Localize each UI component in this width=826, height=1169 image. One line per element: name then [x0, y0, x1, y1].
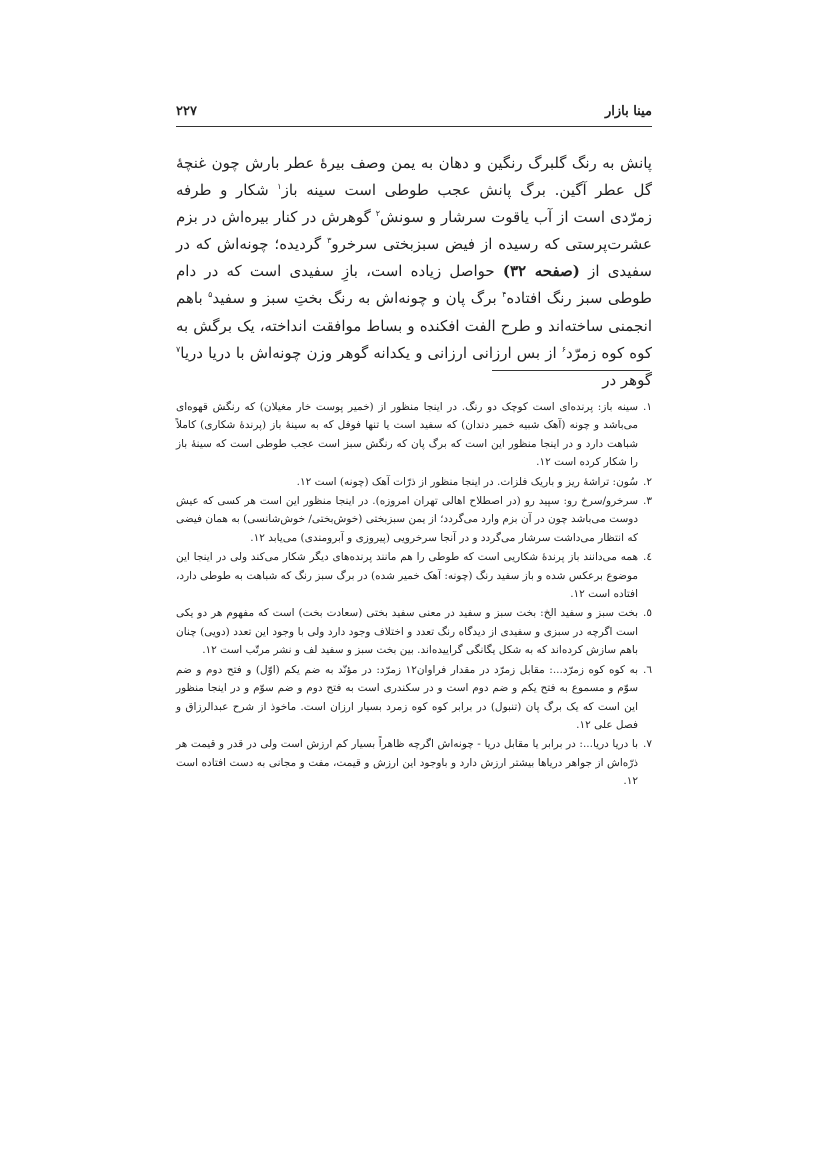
footnote-ref[interactable]: ۴ — [502, 290, 507, 300]
footnote-separator — [492, 370, 650, 371]
page-header — [176, 104, 652, 127]
footnote-ref[interactable]: ۶ — [561, 344, 567, 354]
footnote-number: ٦. — [643, 663, 652, 676]
text-segment: شکار و طرفه زمرّدی است از آب یاقوت سرشار و سونش — [176, 181, 652, 227]
footnote-text: به کوه کوه زمرّد...: مقابل زمرّد در مقدار فراوان۱۲ زمرّد: در مؤنّد به ضم یکم (اوّل) و فتح دوم و ضم سوّم و مسموع به فتح یکم و ضم دوم است و در سکندری است به فتح دوم و ضم سوّم و در اینجا منظور این است که یک برگ پان (تنبول) در برابر کوه کوه زمرد بسیار ارزان است. ماخوذ از شرح عبدالرزاق و فصل علی ۱۲. — [176, 663, 638, 731]
footnote-ref[interactable]: ۷ — [176, 344, 181, 354]
page-number: ۲۲۷ — [176, 104, 197, 119]
text-segment: گوهر در — [602, 370, 652, 389]
footnote-text: سرخرو/سرخ رو: سپید رو (در اصطلاح اهالی تهران امروزه). در اینجا منظور این است هر کسی که عیش دوست می‌باشد چون در آن بزم وارد می‌گردد؛ از یمن سبزبختی (خوش‌بختی/ خوش‌شانسی) به همان فیضی که انتظار می‌داشت سرشار می‌گردد و در آنجا سرخرویی (پیروزی و آبرومندی) می‌یابد ۱۲. — [176, 495, 638, 544]
footnote — [176, 735, 652, 790]
footnote-text: سُون: تراشهٔ ریز و باریک فلزات. در اینجا منظور از ذرّات آهک (چونه) است ۱۲. — [296, 475, 638, 488]
footnote — [176, 661, 652, 735]
text-segment: گوهرش در کنار بیره‌اش در بزم عشرت‌پرستی که رسیده از فیض سبزبختی سرخرو — [176, 208, 652, 254]
text-segment: حواصل زیاده است، بازِ سفیدی است که در دام طوطی سبز رنگ افتاده — [176, 262, 652, 308]
running-title: مینا بازار — [604, 104, 652, 119]
footnote-number: ۱. — [643, 401, 652, 413]
text-segment: گردیده؛ چونه‌اش که در سفیدی از — [176, 235, 652, 281]
footnote-ref[interactable]: ۳ — [327, 236, 332, 246]
text-segment: از بس ارزانی ارزانی و یکدانه گوهر وزن چونه‌اش با دریا دریا — [180, 343, 562, 362]
main-text — [176, 150, 652, 394]
footnote-number: ٤. — [643, 551, 652, 564]
footnote-number: ٥. — [643, 607, 652, 620]
footnote — [176, 492, 652, 547]
footnote-ref[interactable]: ۱ — [277, 182, 282, 192]
footnote-ref[interactable]: ۵ — [208, 290, 213, 300]
footnote-text: با دریا دریا...: در برابر یا مقابل دریا - چونه‌اش اگرچه ظاهراً بسیار کم ارزش است ولی در قدر و قیمت هر ذرّه‌اش از جواهر دریاها بیشتر ارزش دارد و باوجود این ارزش و قیمت، مفت و مجانی به دست افتاده است ۱۲. — [176, 738, 638, 788]
page-marker: (صفحه ۳۲) — [502, 262, 580, 281]
footnote — [176, 604, 652, 659]
footnote-ref[interactable]: ۲ — [375, 209, 381, 219]
footnote — [176, 398, 652, 472]
footnote-number: ۷. — [643, 738, 652, 751]
footnote-number: ۲. — [643, 475, 652, 488]
text-segment: پانش به رنگ گلبرگ رنگین و دهان به یمن وصف بیرهٔ عطر بارش چون غنچهٔ گل عطر آگین. برگ پانش عجب طوطی است سینه باز — [176, 154, 652, 200]
text-segment: برگ پان و چونه‌اش به رنگ بختِ سبز و سفید — [212, 289, 503, 308]
footnote-number: ۳. — [643, 495, 652, 508]
footnote — [176, 473, 652, 491]
footnote — [176, 548, 652, 603]
footnote-text: بخت سبز و سفید الخ: بخت سبز و سفید در معنی سفید بختی (سعادت بخت) است که مفهوم هر دو یکی است اگرچه در سبزی و سفیدی از دیدگاه رنگ تعدد و اختلاف وجود دارد ولی با وجود این تعدد (دویی) چنان باهم سازش کرده‌اند که به شکل یگانگی گراییده‌اند. بین بخت سبز و سفید لف و نشر مرتّب است ۱۲. — [176, 607, 638, 657]
footnotes-list — [176, 398, 652, 792]
text-segment: باهم انجمنی ساخته‌اند و طرح الفت افکنده و بساط موافقت انداخته، یک برگش به کوه کوه زمرّد — [176, 289, 652, 362]
footnote-text: سینه باز: پرنده‌ای است کوچک دو رنگ. در اینجا منظور از (خمیر پوست خار مغیلان) که رنگش قهوه‌ای می‌باشد و چونه (آهک شبیه خمیر دندان) که سفید است یا تنها فوفل که به سینهٔ باز (پرندهٔ شکاری) کاملاً شباهت دارد و در اینجا منظور این است که برگ پان که رنگش سبز است عجب طوطی است که سینهٔ باز را شکار کرده است ۱۲. — [176, 401, 638, 469]
footnote-text: همه می‌دانند باز پرندهٔ شکاریی است که طوطی را هم مانند پرنده‌های دیگر شکار می‌کند ولی در اینجا این موضوع برعکس شده و باز سفید رنگ (چونه: آهک خمیر شده) در برگ سبز رنگ که شباهت به طوطی دارد، افتاده است ۱۲. — [176, 551, 638, 601]
